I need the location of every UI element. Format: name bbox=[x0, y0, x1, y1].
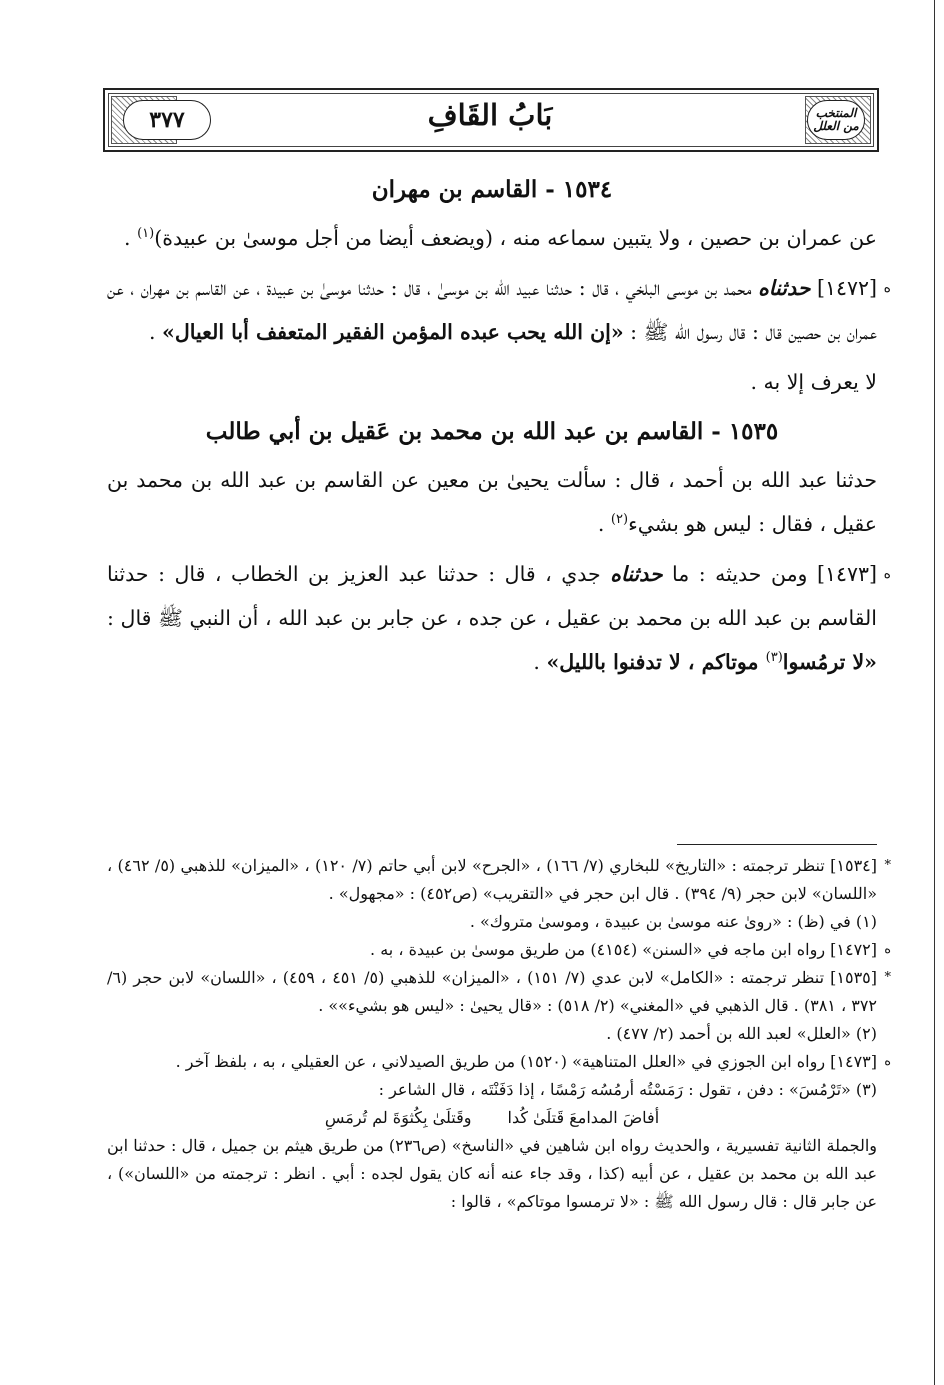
footnote-marker: * bbox=[884, 858, 891, 873]
hadith-number: [١٤٧٣] bbox=[807, 562, 878, 586]
poem-verse bbox=[107, 1104, 877, 1132]
footnote-marker: ه bbox=[884, 942, 891, 957]
footnote-text: (١) في (ظ) : «روىٰ عنه موسىٰ بن عبيدة ، وموسىٰ متروك» . bbox=[469, 912, 877, 931]
paragraph-end: . bbox=[124, 226, 138, 250]
footnote-item bbox=[107, 1020, 877, 1048]
footnote-ref: (٣) bbox=[765, 650, 783, 666]
footnote-ref: (٢) bbox=[610, 512, 629, 528]
poem-hemistich-1: أفاضَ المدامعَ قَتلَىٰ كُدا bbox=[507, 1108, 660, 1127]
hadith-quote: «إن الله يحب عبده المؤمن الفقير المتعفف أبا العيال» bbox=[162, 320, 624, 344]
footnote-divider bbox=[677, 844, 877, 845]
hadith-chain: محمد بن موسى البلخي ، قال : حدثنا عبيد الله بن موسىٰ ، قال : حدثنا موسىٰ بن عبيدة ، عن القاسم بن مهران ، عن عمران بن حصين قال : قال رسول الله ﷺ : bbox=[107, 276, 877, 344]
footnote-text: (٢) «العلل» لعبد الله بن أحمد (٢/ ٤٧٧) . bbox=[606, 1024, 877, 1043]
footnote-text: [١٥٣٥] تنظر ترجمته : «الكامل» لابن عدي (٧/ ١٥١) ، «الميزان» للذهبي (٥/ ٤٥١ ، ٤٥٩) ، «اللسان» لابن حجر (٦/ ٣٧٢ ، ٣٨١) . قال الذهبي في «المغني» (٢/ ٥١٨) : «قال يحيىٰ : «ليس هو بشيء»» . bbox=[107, 968, 877, 1015]
hadith-quote-part-2: موتاكم ، لا تدفنوا بالليل» bbox=[546, 650, 766, 674]
hadith-end: . bbox=[149, 320, 163, 344]
footnote-text: [١٥٣٤] تنظر ترجمته : «التاريخ» للبخاري (٧/ ١٦٦) ، «الجرح» لابن أبي حاتم (٧/ ١٢٠) ، «الميزان» للذهبي (٥/ ٤٦٢) ، «اللسان» لابن حجر (٩/ ٣٩٤) . قال ابن حجر في «التقريب» (ص٤٥٢) : «مجهول» . bbox=[107, 856, 877, 903]
page-edge-line bbox=[934, 0, 935, 1385]
page-number: ٣٧٧ bbox=[123, 100, 211, 140]
footnote-text: (٣) «تَرْمُسَ» : دفن ، تقول : رَمَسْتُه أرمُسُه رَمْسًا ، إذا دَفَنْتَه ، قال الشاعر : bbox=[378, 1080, 877, 1099]
narration-word: حدثناه bbox=[610, 562, 663, 586]
footnote-item bbox=[107, 908, 877, 936]
footnote-item bbox=[107, 1048, 891, 1076]
hadith-end: . bbox=[533, 650, 547, 674]
chapter-title: بَابُ القَافِ bbox=[427, 98, 553, 132]
hadith-intro: ومن حديثه : ما bbox=[662, 562, 808, 586]
footnotes bbox=[107, 852, 891, 1216]
footnote-ref: (١) bbox=[137, 226, 155, 242]
paragraph-text: حدثنا عبد الله بن أحمد ، قال : سألت يحيىٰ بن معين عن القاسم بن عبد الله بن محمد بن عقيل ، فقال : ليس هو بشيء bbox=[107, 468, 877, 536]
entry-1535-paragraph bbox=[107, 458, 877, 546]
paragraph-text: عن عمران بن حصين ، ولا يتبين سماعه منه ، (ويضعف أيضا من أجل موسىٰ بن عبيدة) bbox=[154, 226, 877, 250]
entry-1534-note: لا يعرف إلا به . bbox=[750, 370, 877, 394]
footnote-marker: * bbox=[884, 970, 891, 985]
hadith-marker: ه bbox=[883, 280, 891, 296]
hadith-marker: ه bbox=[883, 566, 891, 582]
entry-heading-1534: ١٥٣٤ - القاسم بن مهران bbox=[371, 176, 613, 203]
footnote-item bbox=[107, 1076, 877, 1104]
hadith-chain: جدي ، قال : حدثنا عبد العزيز بن الخطاب ، قال : حدثنا القاسم بن عبد الله بن محمد بن عقيل ، عن جده ، عن جابر بن عبد الله ، أن النبي ﷺ قال : bbox=[107, 562, 877, 630]
hadith-1472 bbox=[107, 266, 891, 354]
footnote-continuation: والجملة الثانية تفسيرية ، والحديث رواه ابن شاهين في «الناسخ» (ص٢٣٦) من طريق هيثم بن جميل ، قال : حدثنا ابن عبد الله بن محمد بن عقيل ، عن أبيه (كذا ، وقد جاء عنه أنه كان يقول لجده : أبي . انظر : ترجمته من «اللسان») ، عن جابر قال : قال رسول الله ﷺ : «لا ترمسوا موتاكم» ، قالوا : bbox=[107, 1136, 877, 1211]
hadith-quote-part-1: «لا ترمُسوا bbox=[782, 650, 877, 674]
narration-word: حدثناه bbox=[758, 276, 811, 300]
poem-hemistich-2: وقَتلَىٰ بِكُثوَةَ لم تُرمَسِ bbox=[324, 1108, 472, 1127]
paragraph-end: . bbox=[597, 512, 611, 536]
footnote-item bbox=[107, 852, 891, 908]
entry-1534-paragraph bbox=[107, 216, 877, 260]
main-text bbox=[107, 168, 891, 690]
footnote-marker: ه bbox=[884, 1054, 891, 1069]
footnote-item bbox=[107, 936, 891, 964]
book-logo: المنتخب من العلل bbox=[807, 100, 865, 140]
hadith-1473 bbox=[107, 552, 891, 684]
hadith-number: [١٤٧٢] bbox=[810, 276, 877, 300]
footnote-item bbox=[107, 964, 891, 1020]
page-header bbox=[103, 88, 879, 152]
footnote-text: [١٤٧٣] رواه ابن الجوزي في «العلل المتناهية» (١٥٢٠) من طريق الصيدلاني ، عن العقيلي ، به ، بلفظ آخر . bbox=[175, 1052, 877, 1071]
entry-heading-1535: ١٥٣٥ - القاسم بن عبد الله بن محمد بن عَقيل بن أبي طالب bbox=[205, 418, 779, 445]
footnote-text: [١٤٧٢] رواه ابن ماجه في «السنن» (٤١٥٤) من طريق موسىٰ بن عبيدة ، به . bbox=[370, 940, 877, 959]
